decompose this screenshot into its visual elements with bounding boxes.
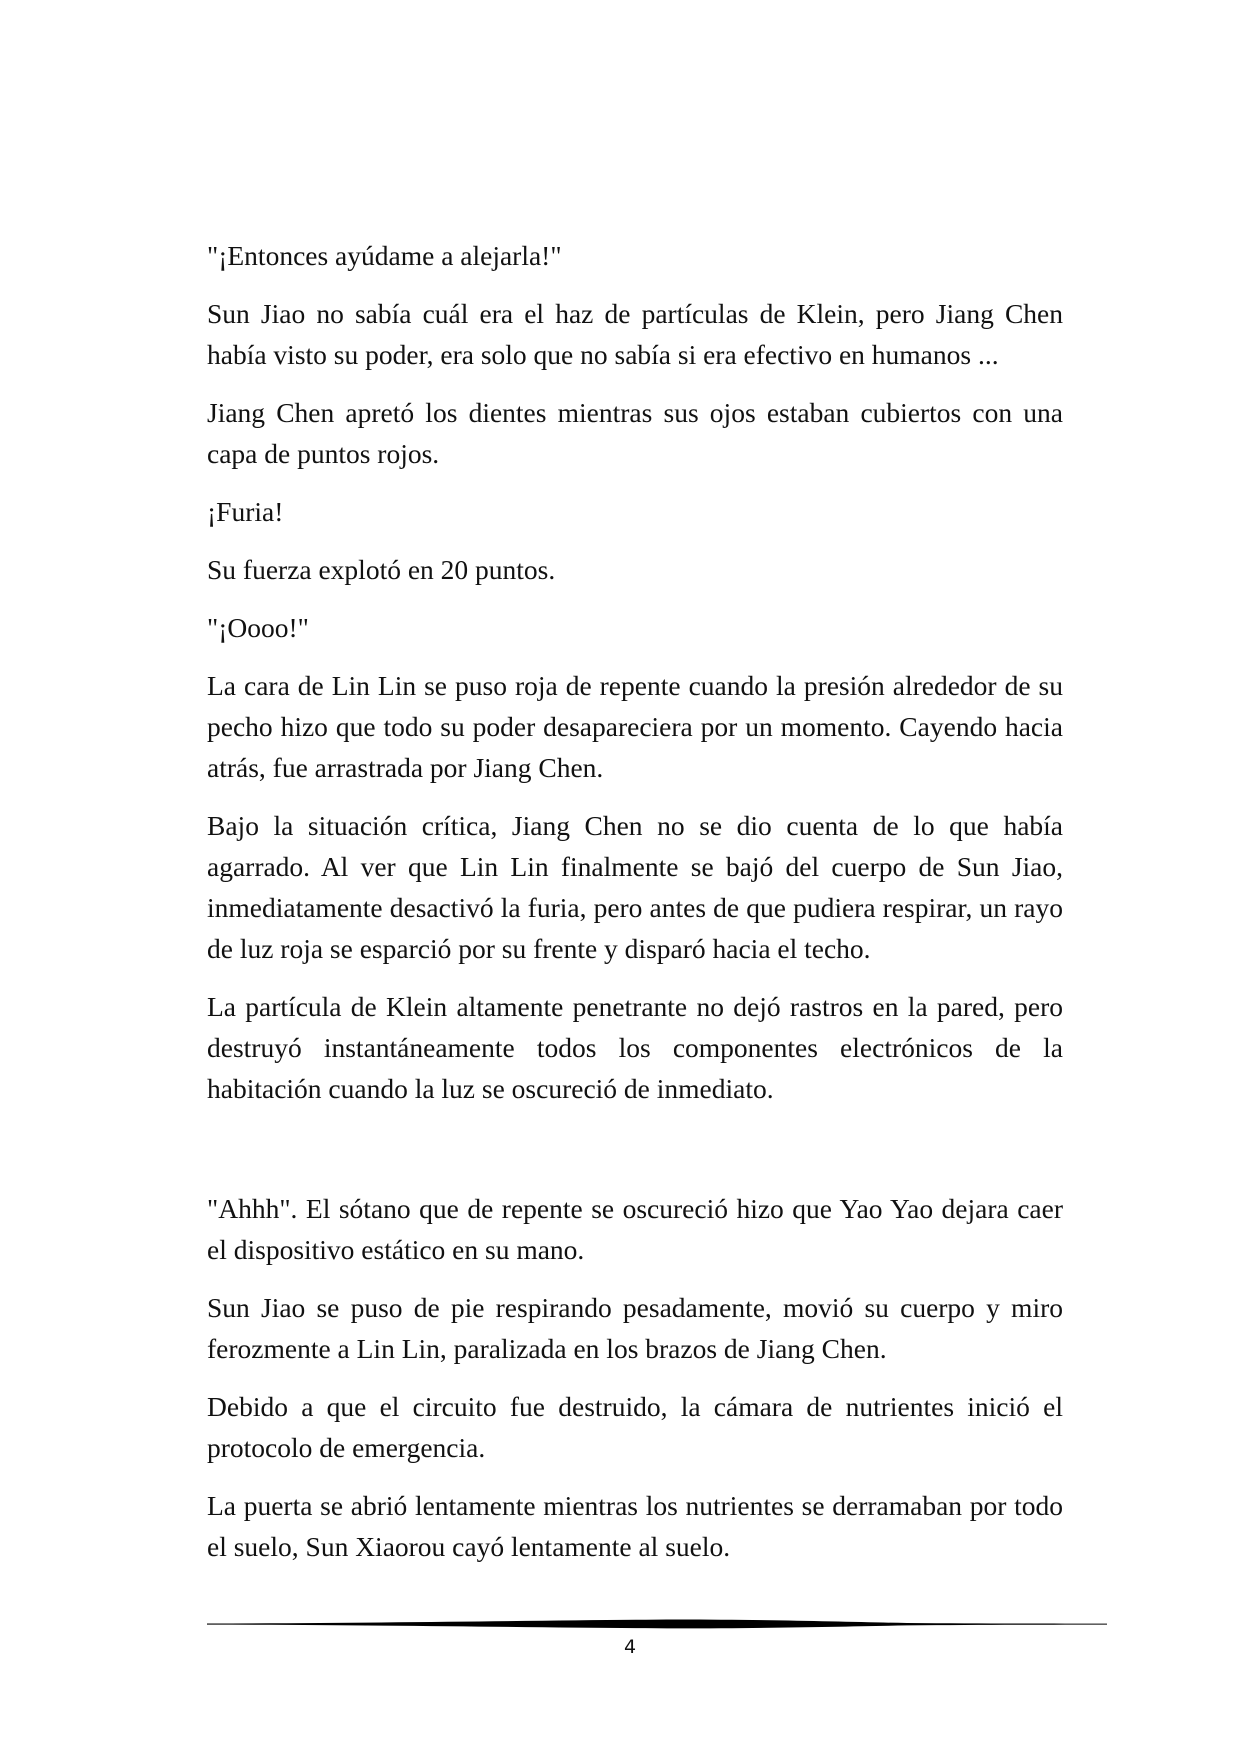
paragraph: Jiang Chen apretó los dientes mientras sus ojos estaban cubiertos con una capa de puntos rojos. xyxy=(207,397,1063,469)
paragraph: La cara de Lin Lin se puso roja de repente cuando la presión alrededor de su pecho hizo que todo su poder desapareciera por un momento. Cayendo hacia atrás, fue arrastrada por Jiang Chen. xyxy=(207,670,1063,783)
paragraph: "Ahhh". El sótano que de repente se oscureció hizo que Yao Yao dejara caer el dispositivo estático en su mano. xyxy=(207,1193,1063,1265)
paragraph: La puerta se abrió lentamente mientras los nutrientes se derramaban por todo el suelo, Sun Xiaorou cayó lentamente al suelo. xyxy=(207,1490,1063,1562)
text-section-2 xyxy=(207,1188,1063,1584)
paragraph: Sun Jiao no sabía cuál era el haz de partículas de Klein, pero Jiang Chen había visto su poder, era solo que no sabía si era efectivo en humanos ... xyxy=(207,298,1063,370)
paragraph: "¡Oooo!" xyxy=(207,612,309,643)
paragraph: Bajo la situación crítica, Jiang Chen no se dio cuenta de lo que había agarrado. Al ver que Lin Lin finalmente se bajó del cuerpo de Sun Jiao, inmediatamente desactivó la furia, pero antes de que pudiera respirar, un rayo de luz roja se esparció por su frente y disparó hacia el techo. xyxy=(207,810,1063,964)
text-section-1 xyxy=(207,235,1063,1126)
paragraph: Debido a que el circuito fue destruido, la cámara de nutrientes inició el protocolo de emergencia. xyxy=(207,1391,1063,1463)
paragraph: "¡Entonces ayúdame a alejarla!" xyxy=(207,240,562,271)
paragraph: La partícula de Klein altamente penetrante no dejó rastros en la pared, pero destruyó instantáneamente todos los componentes electrónicos de la habitación cuando la luz se oscureció de inmediato. xyxy=(207,991,1063,1104)
paragraph: Sun Jiao se puso de pie respirando pesadamente, movió su cuerpo y miro ferozmente a Lin Lin, paralizada en los brazos de Jiang Chen. xyxy=(207,1292,1063,1364)
paragraph: Su fuerza explotó en 20 puntos. xyxy=(207,554,556,585)
footer-divider xyxy=(207,1617,1107,1631)
page-number: 4 xyxy=(623,1636,637,1658)
paragraph: ¡Furia! xyxy=(207,496,284,527)
